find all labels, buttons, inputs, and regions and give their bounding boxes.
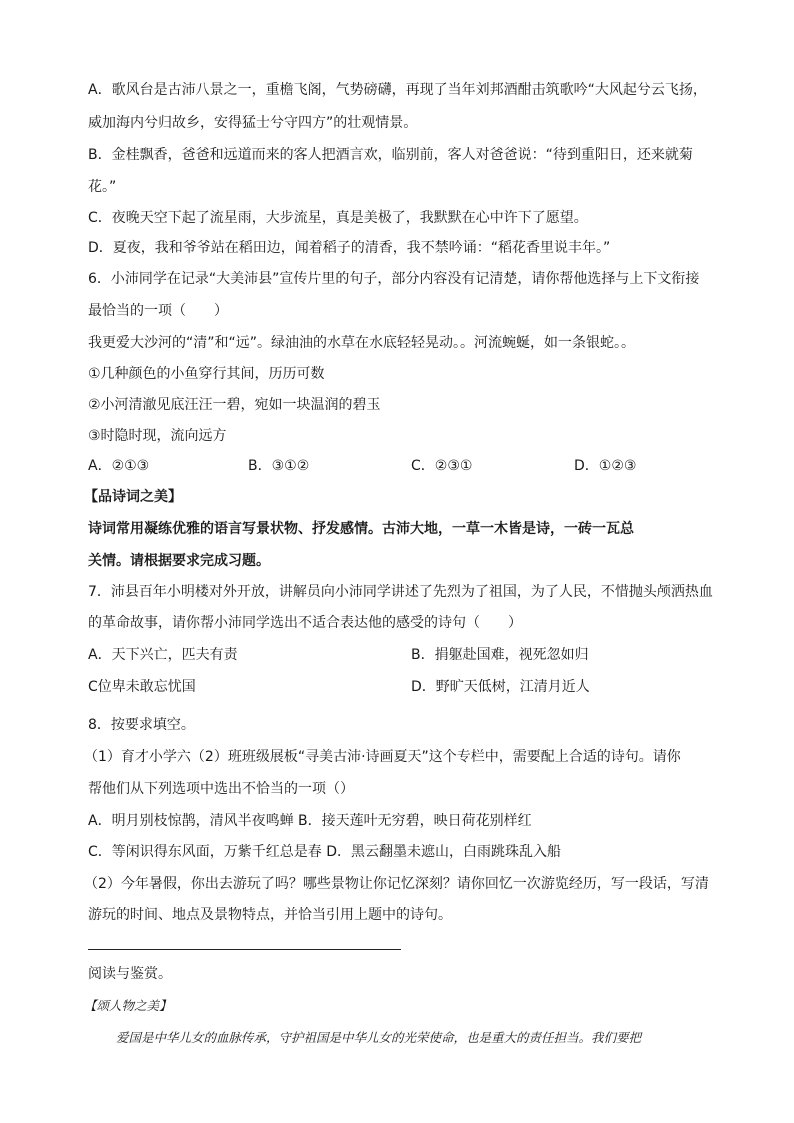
q8-part2-line1: （2）今年暑假，你出去游玩了吗？哪些景物让你记忆深刻？请你回忆一次游览经历，写一段话，写清 — [84, 876, 709, 892]
q8-options-ab[interactable]: A．明月别枝惊鹊，清风半夜鸣蝉 B．接天莲叶无穷碧，映日荷花别样红 — [88, 813, 532, 829]
q6-stem-line2: 最恰当的一项（ ） — [88, 303, 228, 319]
q8-stem: 8．按要求填空。 — [88, 717, 195, 733]
q6-option-b[interactable]: B．③①② — [248, 458, 310, 474]
q7-option-a[interactable]: A．天下兴亡，匹夫有责 — [88, 647, 238, 663]
q5-option-b-line1: B．金桂飘香，爸爸和远道而来的客人把酒言欢，临别前，客人对爸爸说：“待到重阳日，还来就菊 — [88, 147, 693, 163]
reading-intro: 爱国是中华儿女的血脉传承，守护祖国是中华儿女的光荣使命，也是重大的责任担当。我们要把 — [116, 1030, 642, 1045]
q8-part2-line2: 游玩的时间、地点及景物特点，并恰当引用上题中的诗句。 — [88, 907, 452, 923]
q7-stem-line1: 7．沛县百年小明楼对外开放，讲解员向小沛同学讲述了先烈为了祖国，为了人民，不惜抛头颅洒热血 — [88, 584, 713, 600]
q6-option-d[interactable]: D．①②③ — [574, 458, 637, 474]
answer-line[interactable] — [88, 949, 401, 950]
q7-option-b[interactable]: B．捐躯赴国难，视死忽如归 — [411, 647, 589, 663]
q6-stem-line1: 6．小沛同学在记录“大美沛县”宣传片里的句子，部分内容没有记清楚，请你帮他选择与上下文衔接 — [88, 271, 700, 287]
q7-stem-line2: 的革命故事，请你帮小沛同学选出不适合表达他的感受的诗句（ ） — [88, 615, 522, 631]
q6-sentence-3: ③时隐时现，流向远方 — [88, 428, 227, 444]
q5-option-a-line1: A．歌风台是古沛八景之一，重檐飞阁，气势磅礴，再现了当年刘邦酒酣击筑歌吟“大风起兮云飞扬， — [88, 82, 707, 98]
q5-option-b-line2: 花。” — [88, 179, 117, 195]
poetry-intro-line1: 诗词常用凝练优雅的语言写景状物、抒发感情。古沛大地，一草一木皆是诗，一砖一瓦总 — [88, 521, 634, 537]
q5-option-d: D．夏夜，我和爷爷站在稻田边，闻着稻子的清香，我不禁吟诵：“稻花香里说丰年。” — [88, 240, 611, 256]
q6-option-c[interactable]: C．②③① — [411, 458, 473, 474]
q8-part1-line2: 帮他们从下列选项中选出不恰当的一项（） — [88, 781, 354, 797]
reading-section-heading: 【颂人物之美】 — [84, 998, 172, 1013]
q6-sentence-1: ①几种颜色的小鱼穿行其间，历历可数 — [88, 366, 325, 382]
q6-sentence-2: ②小河清澈见底汪汪一碧，宛如一块温润的碧玉 — [88, 397, 381, 413]
q8-options-cd[interactable]: C．等闲识得东风面，万紫千红总是春 D．黑云翻墨未遮山，白雨跳珠乱入船 — [88, 844, 562, 860]
q7-option-c[interactable]: C位卑未敢忘忧国 — [88, 679, 196, 695]
q8-part1-line1: （1）育才小学六（2）班班级展板“寻美古沛·诗画夏天”这个专栏中，需要配上合适的诗句。请你 — [84, 749, 681, 765]
q6-passage: 我更爱大沙河的“清”和“远”。绿油油的水草在水底轻轻晃动。。河流蜿蜒，如一条银蛇。。 — [88, 335, 636, 351]
q5-option-c: C．夜晚天空下起了流星雨，大步流星，真是美极了，我默默在心中许下了愿望。 — [88, 210, 588, 226]
q5-option-a-line2: 威加海内兮归故乡，安得猛士兮守四方”的壮观情景。 — [88, 115, 418, 131]
q7-option-d[interactable]: D．野旷天低树，江清月近人 — [411, 679, 590, 695]
reading-title: 阅读与鉴赏。 — [88, 966, 172, 982]
q6-option-a[interactable]: A．②①③ — [88, 458, 150, 474]
poetry-intro-line2: 关情。请根据要求完成习题。 — [88, 553, 270, 569]
poetry-section-heading: 【品诗词之美】 — [84, 489, 182, 505]
